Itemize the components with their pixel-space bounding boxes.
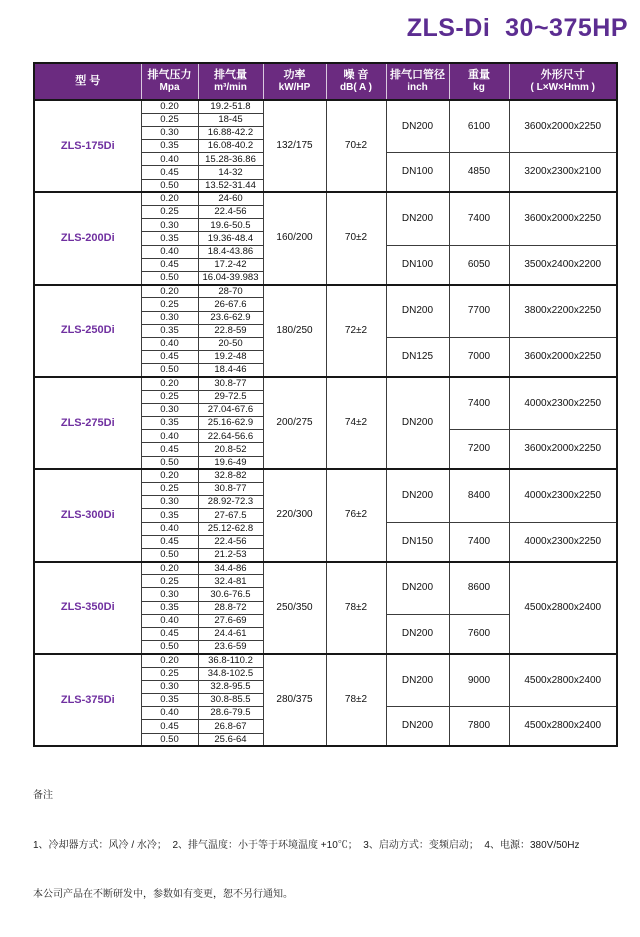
noise-cell: 78±2 [326, 654, 386, 746]
pressure-cell: 0.40 [141, 337, 198, 350]
dimensions-cell: 4000x2300x2250 [509, 469, 617, 522]
pressure-cell: 0.25 [141, 206, 198, 219]
model-cell: ZLS-175Di [34, 100, 141, 192]
displacement-cell: 36.8-110.2 [198, 654, 263, 667]
pressure-cell: 0.40 [141, 430, 198, 443]
model-cell: ZLS-275Di [34, 377, 141, 469]
pressure-cell: 0.45 [141, 351, 198, 364]
pressure-cell: 0.30 [141, 219, 198, 232]
spec-table-body [34, 100, 617, 746]
weight-cell: 6100 [449, 100, 509, 153]
pressure-cell: 0.30 [141, 126, 198, 139]
displacement-cell: 30.8-85.5 [198, 693, 263, 706]
weight-cell: 7800 [449, 707, 509, 747]
noise-cell: 70±2 [326, 192, 386, 284]
power-cell: 220/300 [263, 469, 326, 561]
displacement-cell: 24.4-61 [198, 628, 263, 641]
table-row [34, 654, 617, 667]
pipe-cell: DN125 [386, 337, 449, 377]
displacement-cell: 19.2-48 [198, 351, 263, 364]
dimensions-cell: 4500x2800x2400 [509, 654, 617, 707]
displacement-cell: 27.6-69 [198, 614, 263, 627]
pressure-cell: 0.25 [141, 390, 198, 403]
pressure-cell: 0.35 [141, 417, 198, 430]
pressure-cell: 0.25 [141, 575, 198, 588]
pressure-cell: 0.40 [141, 707, 198, 720]
pipe-cell: DN200 [386, 192, 449, 245]
pipe-cell: DN200 [386, 654, 449, 707]
displacement-cell: 22.8-59 [198, 324, 263, 337]
model-cell: ZLS-375Di [34, 654, 141, 746]
displacement-cell: 23.6-62.9 [198, 311, 263, 324]
pressure-cell: 0.30 [141, 496, 198, 509]
pressure-cell: 0.50 [141, 548, 198, 561]
displacement-cell: 20.8-52 [198, 443, 263, 456]
pipe-cell: DN100 [386, 153, 449, 193]
pipe-cell: DN200 [386, 562, 449, 615]
pressure-cell: 0.50 [141, 271, 198, 284]
pressure-cell: 0.45 [141, 628, 198, 641]
dimensions-cell: 4500x2800x2400 [509, 562, 617, 654]
weight-cell: 7400 [449, 192, 509, 245]
weight-cell: 9000 [449, 654, 509, 707]
weight-cell: 7000 [449, 337, 509, 377]
noise-cell: 78±2 [326, 562, 386, 654]
displacement-cell: 14-32 [198, 166, 263, 179]
spec-table [33, 62, 618, 747]
pressure-cell: 0.20 [141, 100, 198, 113]
spec-table-header [34, 63, 617, 100]
table-row [34, 377, 617, 390]
pipe-cell: DN100 [386, 245, 449, 285]
displacement-cell: 29-72.5 [198, 390, 263, 403]
table-row [34, 285, 617, 298]
weight-cell: 4850 [449, 153, 509, 193]
dimensions-cell: 3600x2000x2250 [509, 192, 617, 245]
displacement-cell: 27.04-67.6 [198, 403, 263, 416]
pipe-cell: DN200 [386, 614, 449, 654]
power-cell: 200/275 [263, 377, 326, 469]
header-power: 功率 kW/HP [263, 63, 326, 100]
pressure-cell: 0.50 [141, 364, 198, 377]
header-pressure: 排气压力 Mpa [141, 63, 198, 100]
pressure-cell: 0.20 [141, 285, 198, 298]
displacement-cell: 28.92-72.3 [198, 496, 263, 509]
displacement-cell: 24-60 [198, 192, 263, 205]
pressure-cell: 0.45 [141, 535, 198, 548]
pressure-cell: 0.30 [141, 311, 198, 324]
displacement-cell: 22.4-56 [198, 535, 263, 548]
displacement-cell: 17.2-42 [198, 258, 263, 271]
displacement-cell: 16.04-39.983 [198, 271, 263, 284]
displacement-cell: 30.8-77 [198, 482, 263, 495]
displacement-cell: 13.52-31.44 [198, 179, 263, 192]
power-cell: 180/250 [263, 285, 326, 377]
pressure-cell: 0.35 [141, 324, 198, 337]
pipe-cell: DN200 [386, 707, 449, 747]
displacement-cell: 30.8-77 [198, 377, 263, 390]
power-cell: 250/350 [263, 562, 326, 654]
displacement-cell: 22.4-56 [198, 206, 263, 219]
displacement-cell: 28.6-79.5 [198, 707, 263, 720]
notes-line-2: 本公司产品在不断研发中，参数如有变更，恕不另行通知。 [33, 889, 293, 900]
displacement-cell: 19.36-48.4 [198, 232, 263, 245]
header-model: 型 号 [34, 63, 141, 100]
weight-cell: 8400 [449, 469, 509, 522]
model-cell: ZLS-250Di [34, 285, 141, 377]
displacement-cell: 15.28-36.86 [198, 153, 263, 166]
model-cell: ZLS-300Di [34, 469, 141, 561]
pressure-cell: 0.45 [141, 258, 198, 271]
displacement-cell: 18.4-46 [198, 364, 263, 377]
header-noise: 噪 音 dB( A ) [326, 63, 386, 100]
pressure-cell: 0.20 [141, 377, 198, 390]
noise-cell: 74±2 [326, 377, 386, 469]
pressure-cell: 0.50 [141, 733, 198, 746]
weight-cell: 7600 [449, 614, 509, 654]
dimensions-cell: 3500x2400x2200 [509, 245, 617, 285]
pressure-cell: 0.30 [141, 403, 198, 416]
header-weight: 重量 kg [449, 63, 509, 100]
table-row [34, 562, 617, 575]
displacement-cell: 16.08-40.2 [198, 140, 263, 153]
pressure-cell: 0.20 [141, 654, 198, 667]
displacement-cell: 19.6-50.5 [198, 219, 263, 232]
dimensions-cell: 4000x2300x2250 [509, 522, 617, 562]
displacement-cell: 22.64-56.6 [198, 430, 263, 443]
pressure-cell: 0.40 [141, 245, 198, 258]
displacement-cell: 26-67.6 [198, 298, 263, 311]
displacement-cell: 18-45 [198, 113, 263, 126]
table-row [34, 100, 617, 113]
power-cell: 280/375 [263, 654, 326, 746]
noise-cell: 76±2 [326, 469, 386, 561]
noise-cell: 70±2 [326, 100, 386, 192]
displacement-cell: 30.6-76.5 [198, 588, 263, 601]
pressure-cell: 0.40 [141, 153, 198, 166]
weight-cell: 6050 [449, 245, 509, 285]
pipe-cell: DN200 [386, 469, 449, 522]
displacement-cell: 16.88-42.2 [198, 126, 263, 139]
dimensions-cell: 3600x2000x2250 [509, 337, 617, 377]
displacement-cell: 32.4-81 [198, 575, 263, 588]
dimensions-cell: 4500x2800x2400 [509, 707, 617, 747]
displacement-cell: 19.2-51.8 [198, 100, 263, 113]
pipe-cell: DN150 [386, 522, 449, 562]
pipe-cell: DN200 [386, 100, 449, 153]
power-cell: 160/200 [263, 192, 326, 284]
notes-heading: 备注 [33, 790, 53, 801]
pressure-cell: 0.20 [141, 562, 198, 575]
pressure-cell: 0.25 [141, 667, 198, 680]
weight-cell: 7200 [449, 430, 509, 470]
displacement-cell: 23.6-59 [198, 641, 263, 654]
displacement-cell: 25.12-62.8 [198, 522, 263, 535]
notes-block [33, 755, 623, 937]
pressure-cell: 0.30 [141, 680, 198, 693]
pressure-cell: 0.20 [141, 469, 198, 482]
table-row [34, 469, 617, 482]
noise-cell: 72±2 [326, 285, 386, 377]
power-cell: 132/175 [263, 100, 326, 192]
displacement-cell: 26.8-67 [198, 720, 263, 733]
displacement-cell: 20-50 [198, 337, 263, 350]
pressure-cell: 0.25 [141, 113, 198, 126]
weight-cell: 7700 [449, 285, 509, 338]
dimensions-cell: 3600x2000x2250 [509, 430, 617, 470]
pressure-cell: 0.35 [141, 601, 198, 614]
model-cell: ZLS-350Di [34, 562, 141, 654]
displacement-cell: 27-67.5 [198, 509, 263, 522]
displacement-cell: 34.8-102.5 [198, 667, 263, 680]
weight-cell: 7400 [449, 377, 509, 430]
pressure-cell: 0.40 [141, 614, 198, 627]
pressure-cell: 0.35 [141, 509, 198, 522]
weight-cell: 8600 [449, 562, 509, 615]
displacement-cell: 18.4-43.86 [198, 245, 263, 258]
pressure-cell: 0.35 [141, 693, 198, 706]
displacement-cell: 34.4-86 [198, 562, 263, 575]
header-displacement: 排气量 m³/min [198, 63, 263, 100]
displacement-cell: 25.6-64 [198, 733, 263, 746]
displacement-cell: 21.2-53 [198, 548, 263, 561]
pressure-cell: 0.30 [141, 588, 198, 601]
pressure-cell: 0.25 [141, 482, 198, 495]
pressure-cell: 0.50 [141, 641, 198, 654]
displacement-cell: 28.8-72 [198, 601, 263, 614]
pressure-cell: 0.25 [141, 298, 198, 311]
dimensions-cell: 4000x2300x2250 [509, 377, 617, 430]
table-row [34, 192, 617, 205]
notes-line-1: 1、冷却器方式：风冷 / 水冷； 2、排气温度：小于等于环境温度 +10℃； 3、启动方式：变频启动； 4、电源：380V/50Hz [33, 839, 580, 851]
pipe-cell: DN200 [386, 285, 449, 338]
displacement-cell: 19.6-49 [198, 456, 263, 469]
displacement-cell: 25.16-62.9 [198, 417, 263, 430]
pressure-cell: 0.45 [141, 166, 198, 179]
weight-cell: 7400 [449, 522, 509, 562]
pressure-cell: 0.20 [141, 192, 198, 205]
displacement-cell: 32.8-82 [198, 469, 263, 482]
header-dimensions: 外形尺寸 ( L×W×Hmm ) [509, 63, 617, 100]
page-title: ZLS-Di 30~375HP [406, 14, 628, 42]
displacement-cell: 28-70 [198, 285, 263, 298]
dimensions-cell: 3800x2200x2250 [509, 285, 617, 338]
pressure-cell: 0.50 [141, 456, 198, 469]
pressure-cell: 0.45 [141, 720, 198, 733]
pipe-cell: DN200 [386, 377, 449, 469]
pressure-cell: 0.45 [141, 443, 198, 456]
model-cell: ZLS-200Di [34, 192, 141, 284]
pressure-cell: 0.50 [141, 179, 198, 192]
dimensions-cell: 3600x2000x2250 [509, 100, 617, 153]
pressure-cell: 0.40 [141, 522, 198, 535]
dimensions-cell: 3200x2300x2100 [509, 153, 617, 193]
header-pipe: 排气口管径 inch [386, 63, 449, 100]
displacement-cell: 32.8-95.5 [198, 680, 263, 693]
pressure-cell: 0.35 [141, 140, 198, 153]
pressure-cell: 0.35 [141, 232, 198, 245]
